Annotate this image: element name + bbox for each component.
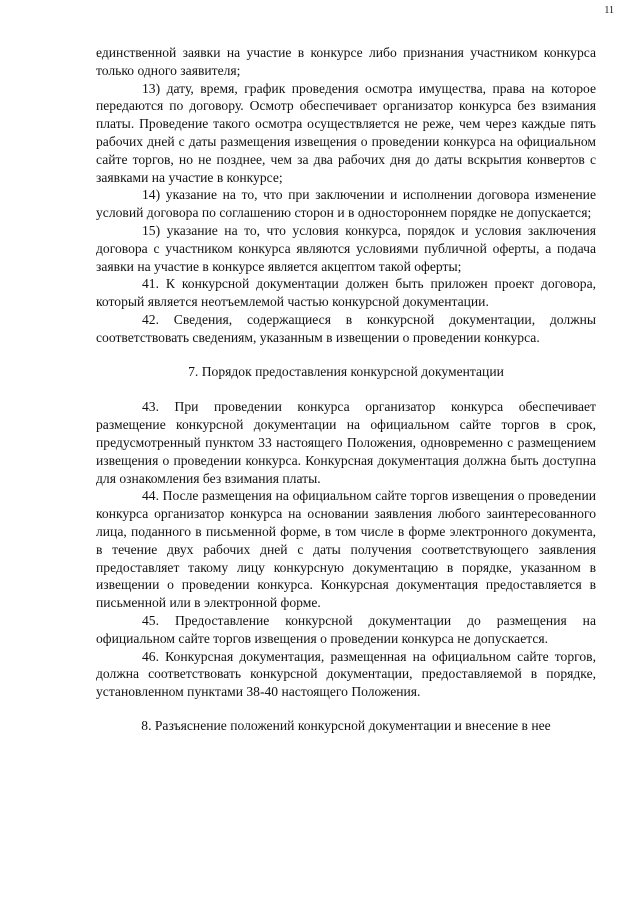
paragraph-41: 41. К конкурсной документации должен быть приложен проект договора, который является неотъемлемой частью конкурсной документации. bbox=[96, 276, 596, 310]
paragraph-item-13: 13) дату, время, график проведения осмотра имущества, права на которое передаются по договору. Осмотр обеспечивает организатор конкурса без взимания платы. Проведение такого осмотра осуществляется не реже, чем через каждые пять рабочих дней с даты размещения извещения о проведении конкурса на официальном сайте торгов, но не позднее, чем за два рабочих дня до даты вскрытия конвертов с заявками на участие в конкурсе; bbox=[96, 80, 596, 185]
paragraph-43: 43. При проведении конкурса организатор конкурса обеспечивает размещение конкурсной документации на официальном сайте торгов в срок, предусмотренный пунктом 33 настоящего Положения, одновременно с размещением извещения о проведении конкурса. Конкурсная документация должна быть доступна для ознакомления без взимания платы. bbox=[96, 399, 596, 486]
paragraph-45: 45. Предоставление конкурсной документации до размещения на официальном сайте торгов извещения о проведении конкурса не допускается. bbox=[96, 612, 596, 646]
section-heading-7: 7. Порядок предоставления конкурсной документации bbox=[188, 363, 504, 379]
section-heading-8: 8. Разъяснение положений конкурсной документации и внесение в нее bbox=[141, 717, 551, 733]
paragraph-item-15: 15) указание на то, что условия конкурса, порядок и условия заключения договора с участником конкурса являются условиями публичной оферты, а подача заявки на участие в конкурсе является акцептом такой оферты; bbox=[96, 222, 596, 274]
paragraph-item-14: 14) указание на то, что при заключении и исполнении договора изменение условий договора по соглашению сторон и в одностороннем порядке не допускается; bbox=[96, 187, 596, 221]
paragraph-continuation: единственной заявки на участие в конкурсе либо признания участником конкурса только одного заявителя; bbox=[96, 45, 596, 78]
page-number: 11 bbox=[604, 5, 614, 16]
paragraph-46: 46. Конкурсная документация, размещенная на официальном сайте торгов, должна соответствовать конкурсной документации, предоставляемой в порядке, установленном пунктами 38-40 настоящего Положения. bbox=[96, 648, 596, 700]
paragraph-44: 44. После размещения на официальном сайте торгов извещения о проведении конкурса организатор конкурса на основании заявления любого заинтересованного лица, поданного в письменной форме, в том числе в форме электронного документа, в течение двух рабочих дней с даты получения соответствующего заявления предоставляет такому лицу конкурсную документацию в порядке, указанном в извещении о проведении конкурса. Конкурсная документация предоставляется в письменной или в электронной форме. bbox=[96, 488, 596, 611]
paragraph-42: 42. Сведения, содержащиеся в конкурсной документации, должны соответствовать сведениям, указанным в извещении о проведении конкурса. bbox=[96, 311, 596, 345]
